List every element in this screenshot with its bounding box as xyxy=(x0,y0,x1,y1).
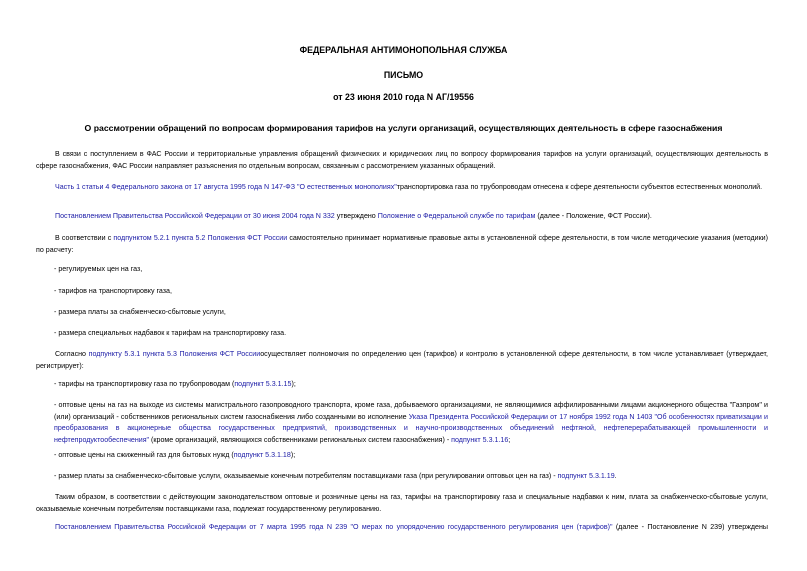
paragraph-resolution-239: Постановлением Правительства Российской Федерации от 7 марта 1995 года N 239 "О мерах по упорядочению государственного регулирования цен (тарифов)" (далее - Постановление N 239) утверждены xyxy=(55,523,768,531)
list-item-wholesale-prices: - оптовые цены на газ на выходе из системы магистрального газопроводного транспорта, кроме газа, добываемого организациями, не являющимися аффилированными лицами акционерного общества "Газпром" и (или) организаций - собственников региональных систем газоснабжения либо созданными во исполнение Указа Президента Российской Федерации от 17 ноября 1992 года N 1403 "Об особенностях приватизации и преобразования в акционерные общества государственных предприятий, производственных и научно-производственных объединений нефтяной, нефтеперерабатывающей промышленности и нефтепродуктообеспечения" (кроме организаций, являющихся собственниками региональных систем газоснабжения) - подпункт 5.3.1.16; xyxy=(54,401,768,444)
link-subclause-5-2-1[interactable]: подпунктом 5.2.1 пункта 5.2 Положения ФСТ России xyxy=(113,234,288,242)
document-type: ПИСЬМО xyxy=(383,70,424,80)
link-subclause-5-3-1-19[interactable]: подпункт 5.3.1.19 xyxy=(557,472,615,480)
link-fst-regulation[interactable]: Положение о Федеральной службе по тарифам xyxy=(377,212,536,220)
paragraph-intro: В связи с поступлением в ФАС России и территориальные управления обращений физических и юридических лиц по вопросу формирования тарифов на услуги организаций, осуществляющих деятельность в сфере газоснабжения, ФАС России направляет разъяснения по отдельным вопросам, связанным с рассмотрением указанных обращений. xyxy=(36,150,768,170)
list-item: - регулируемых цен на газ, xyxy=(54,265,143,273)
list-item-liquefied-gas: - оптовые цены на сжиженный газ для бытовых нужд (подпункт 5.3.1.18); xyxy=(54,451,296,459)
list-item: - размера специальных надбавок к тарифам на транспортировку газа. xyxy=(54,329,287,337)
link-resolution-332[interactable]: Постановлением Правительства Российской Федерации от 30 июня 2004 года N 332 xyxy=(55,212,335,220)
list-item-supply-fee: - размер платы за снабженческо-сбытовые услуги, оказываемые конечным потребителям поставщиками газа (при регулировании оптовых цен на газ) - подпункт 5.3.1.19. xyxy=(54,472,617,480)
link-law-147fz[interactable]: Часть 1 статьи 4 Федерального закона от 17 августа 1995 года N 147-ФЗ "О естественных монополиях" xyxy=(55,183,397,191)
link-subclause-5-3-1[interactable]: подпункту 5.3.1 пункта 5.3 Положения ФСТ России xyxy=(88,350,261,358)
paragraph-natural-monopolies: Часть 1 статьи 4 Федерального закона от 17 августа 1995 года N 147-ФЗ "О естественных монополиях"транспортировка газа по трубопроводам отнесена к сфере деятельности субъектов естественных монополий. xyxy=(55,183,763,191)
paragraph-powers: Согласно подпункту 5.3.1 пункта 5.3 Положения ФСТ Россииосуществляет полномочия по определению цен (тарифов) и контролю в установленной сфере деятельности, в том числе устанавливает (утверждает, регистрирует): xyxy=(36,350,768,370)
list-item: - тарифов на транспортировку газа, xyxy=(54,287,172,295)
link-resolution-239[interactable]: Постановлением Правительства Российской Федерации от 7 марта 1995 года N 239 "О мерах по упорядочению государственного регулирования цен (тарифов)" xyxy=(55,523,613,531)
list-item: - размера платы за снабженческо-сбытовые услуги, xyxy=(54,308,226,316)
paragraph-fst-regulation: Постановлением Правительства Российской Федерации от 30 июня 2004 года N 332 утверждено Положение о Федеральной службе по тарифам (далее - Положение, ФСТ России). xyxy=(55,212,652,220)
document-subject: О рассмотрении обращений по вопросам формирования тарифов на услуги организаций, осуществляющих деятельность в сфере газоснабжения xyxy=(84,123,723,133)
link-subclause-5-3-1-15[interactable]: подпункт 5.3.1.15 xyxy=(234,380,292,388)
link-decree-1403[interactable]: Указа Президента Российской Федерации от 17 ноября 1992 года N 1403 "Об особенностях приватизации и преобразования в акционерные общества государственных предприятий, производственных и научно-производственных объединений нефтяной, нефтеперерабатывающей промышленности и нефтепродуктообеспечения" xyxy=(54,412,768,444)
link-subclause-5-3-1-16[interactable]: подпункт 5.3.1.16 xyxy=(451,435,509,444)
paragraph-conclusion: Таким образом, в соответствии с действующим законодательством оптовые и розничные цены на газ, тарифы на транспортировку газа и специальные надбавки к ним, плата за снабженческо-сбытовые услуги, оказываемые конечным потребителям поставщиками газа, подлежат государственному регулированию. xyxy=(36,493,768,513)
list-item-transport-tariffs: - тарифы на транспортировку газа по трубопроводам (подпункт 5.3.1.15); xyxy=(54,380,296,388)
agency-title: ФЕДЕРАЛЬНАЯ АНТИМОНОПОЛЬНАЯ СЛУЖБА xyxy=(299,45,508,55)
document-date-number: от 23 июня 2010 года N АГ/19556 xyxy=(333,92,474,102)
paragraph-methodology: В соответствии с подпунктом 5.2.1 пункта 5.2 Положения ФСТ России самостоятельно принимает нормативные правовые акты в установленной сфере деятельности, в том числе методические указания (методики) по расчету: xyxy=(36,234,768,254)
link-subclause-5-3-1-18[interactable]: подпункт 5.3.1.18 xyxy=(233,451,291,459)
